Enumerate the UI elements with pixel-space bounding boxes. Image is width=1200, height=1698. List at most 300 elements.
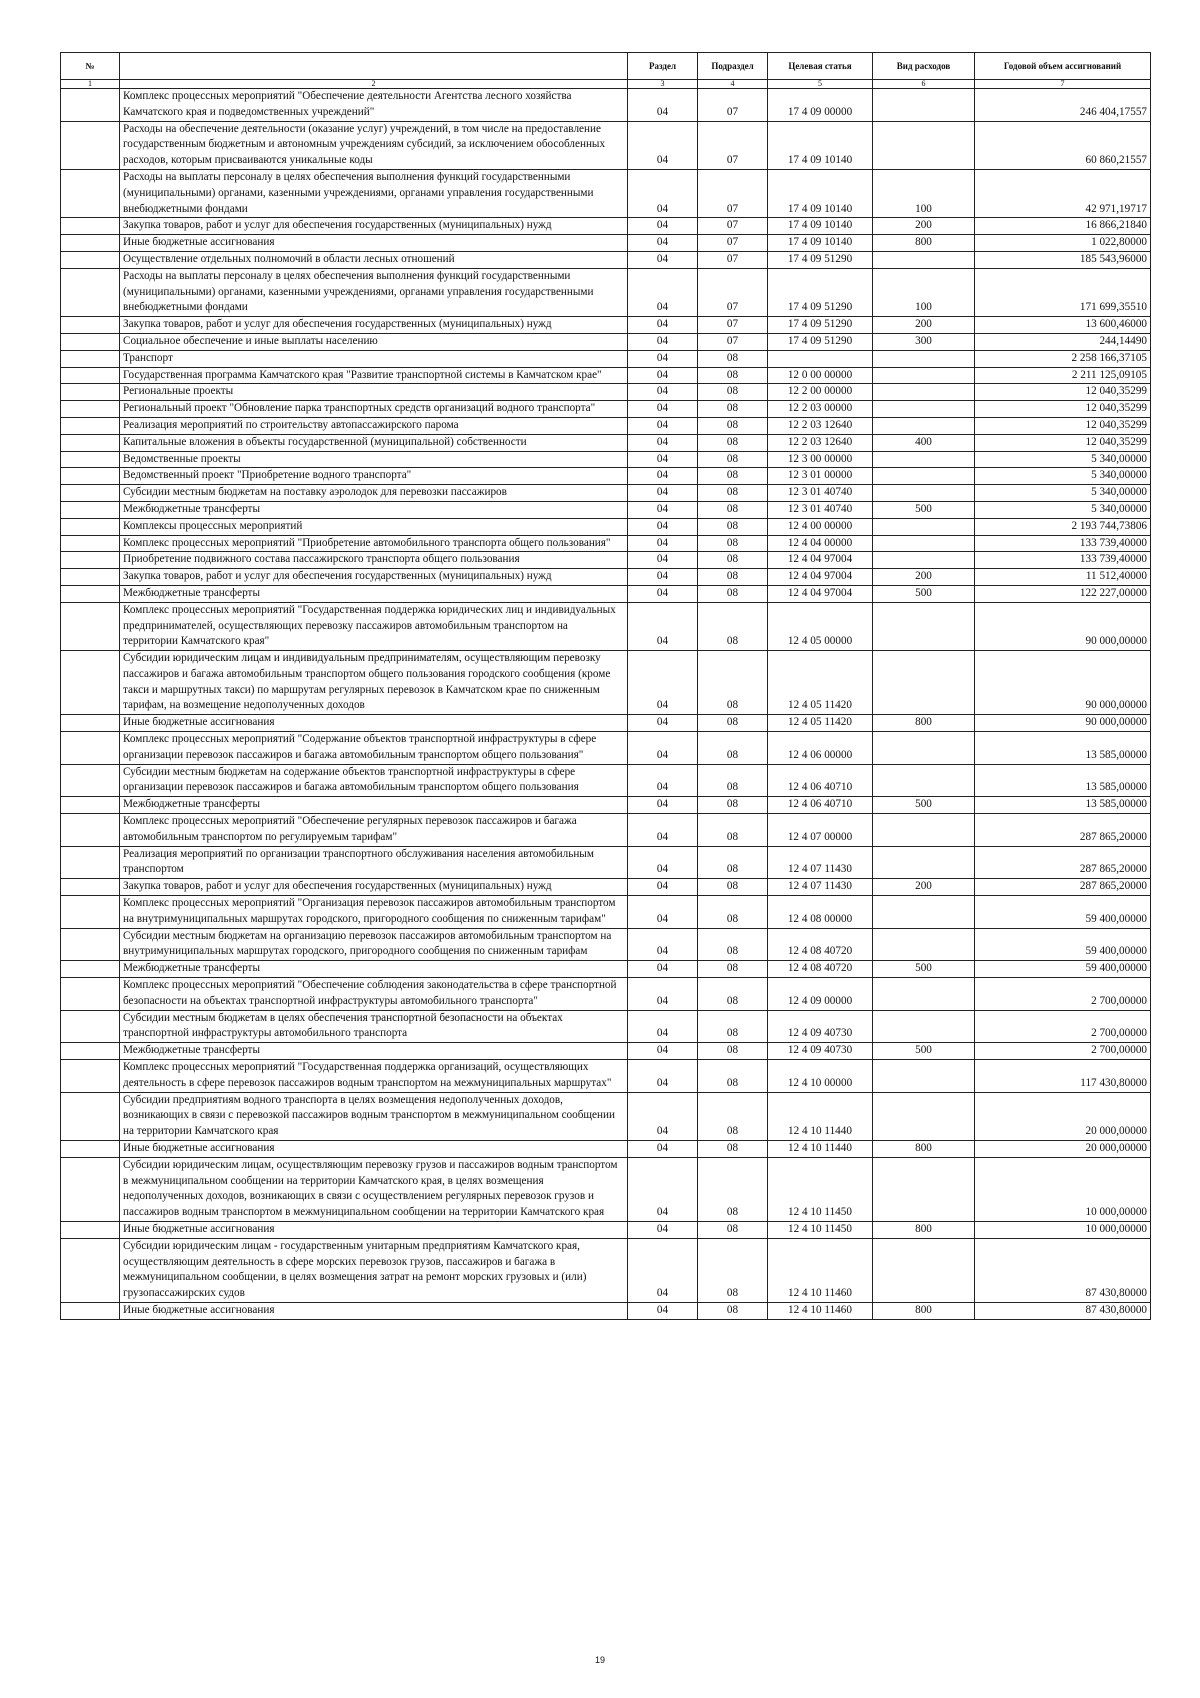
row-amount-cell: 13 585,00000	[975, 797, 1151, 814]
column-index-row	[61, 80, 1151, 89]
table-row	[61, 535, 1151, 552]
row-vid-cell: 100	[873, 169, 975, 217]
row-number-cell	[61, 518, 120, 535]
table-row	[61, 978, 1151, 1011]
row-name-cell: Комплекс процессных мероприятий "Приобретение автомобильного транспорта общего пользования"	[120, 535, 628, 552]
row-vid-cell	[873, 552, 975, 569]
row-celevaya-cell: 12 3 00 00000	[768, 451, 873, 468]
row-vid-cell	[873, 89, 975, 122]
row-name-cell: Реализация мероприятий по строительству автопассажирского парома	[120, 417, 628, 434]
row-vid-cell	[873, 121, 975, 169]
row-amount-cell: 10 000,00000	[975, 1157, 1151, 1221]
row-number-cell	[61, 169, 120, 217]
row-razdel-cell: 04	[628, 585, 698, 602]
row-vid-cell	[873, 602, 975, 650]
column-index: 1	[61, 80, 120, 89]
row-name-cell: Ведомственные проекты	[120, 451, 628, 468]
row-vid-cell	[873, 651, 975, 715]
row-name-cell: Межбюджетные трансферты	[120, 1043, 628, 1060]
row-amount-cell: 13 600,46000	[975, 317, 1151, 334]
row-name-cell: Капитальные вложения в объекты государственной (муниципальной) собственности	[120, 434, 628, 451]
row-celevaya-cell: 17 4 09 51290	[768, 268, 873, 316]
row-celevaya-cell: 17 4 09 10140	[768, 121, 873, 169]
row-razdel-cell: 04	[628, 535, 698, 552]
row-celevaya-cell: 12 4 09 00000	[768, 978, 873, 1011]
row-celevaya-cell: 12 4 10 11440	[768, 1092, 873, 1140]
row-name-cell: Субсидии юридическим лицам - государственным унитарным предприятиям Камчатского края, осуществляющим деятельность в сфере морских перевозок грузов, пассажиров и багажа в межмуниципальном сообщении, в целях возмещения затрат на ремонт морских грузовых и (или) грузопассажирских судов	[120, 1238, 628, 1302]
row-celevaya-cell: 12 4 09 40730	[768, 1010, 873, 1043]
row-celevaya-cell: 12 4 07 11430	[768, 879, 873, 896]
row-name-cell: Комплекс процессных мероприятий "Обеспечение соблюдения законодательства в сфере транспортной безопасности на объектах транспортной инфраструктуры автомобильного транспорта"	[120, 978, 628, 1011]
row-vid-cell	[873, 764, 975, 797]
row-amount-cell: 59 400,00000	[975, 961, 1151, 978]
row-celevaya-cell: 12 2 03 12640	[768, 417, 873, 434]
row-razdel-cell: 04	[628, 367, 698, 384]
row-razdel-cell: 04	[628, 1238, 698, 1302]
row-vid-cell	[873, 928, 975, 961]
row-podrazdel-cell: 08	[698, 1157, 768, 1221]
row-vid-cell	[873, 1157, 975, 1221]
row-amount-cell: 87 430,80000	[975, 1302, 1151, 1319]
row-name-cell: Иные бюджетные ассигнования	[120, 1302, 628, 1319]
header-podrazdel: Подраздел	[698, 53, 768, 80]
row-amount-cell: 2 211 125,09105	[975, 367, 1151, 384]
row-razdel-cell: 04	[628, 169, 698, 217]
row-amount-cell: 12 040,35299	[975, 401, 1151, 418]
row-celevaya-cell: 17 4 09 10140	[768, 235, 873, 252]
row-number-cell	[61, 350, 120, 367]
row-podrazdel-cell: 08	[698, 1092, 768, 1140]
row-name-cell: Субсидии юридическим лицам, осуществляющим перевозку грузов и пассажиров водным транспортом в межмуниципальном сообщении на территории Камчатского края, в целях возмещения недополученных доходов, возникающих в связи с осуществлением регулярных перевозок грузов и пассажиров водным транспортом в межмуниципальном сообщении на территории Камчатского края	[120, 1157, 628, 1221]
row-vid-cell	[873, 367, 975, 384]
row-podrazdel-cell: 07	[698, 169, 768, 217]
table-row	[61, 89, 1151, 122]
row-number-cell	[61, 1238, 120, 1302]
row-name-cell: Комплекс процессных мероприятий "Организация перевозок пассажиров автомобильным транспортом на внутримуниципальных маршрутах городского, пригородного сообщения по сниженным тарифам"	[120, 896, 628, 929]
row-amount-cell: 90 000,00000	[975, 651, 1151, 715]
row-podrazdel-cell: 07	[698, 317, 768, 334]
table-row	[61, 169, 1151, 217]
row-celevaya-cell: 12 4 04 97004	[768, 569, 873, 586]
row-razdel-cell: 04	[628, 518, 698, 535]
row-amount-cell: 246 404,17557	[975, 89, 1151, 122]
table-row	[61, 764, 1151, 797]
table-row	[61, 1043, 1151, 1060]
row-podrazdel-cell: 08	[698, 1141, 768, 1158]
row-celevaya-cell: 12 2 03 00000	[768, 401, 873, 418]
row-razdel-cell: 04	[628, 928, 698, 961]
row-amount-cell: 122 227,00000	[975, 585, 1151, 602]
header-vid: Вид расходов	[873, 53, 975, 80]
row-razdel-cell: 04	[628, 333, 698, 350]
row-podrazdel-cell: 08	[698, 451, 768, 468]
row-vid-cell: 200	[873, 218, 975, 235]
row-amount-cell: 287 865,20000	[975, 814, 1151, 847]
row-podrazdel-cell: 07	[698, 121, 768, 169]
row-podrazdel-cell: 08	[698, 350, 768, 367]
row-name-cell: Региональные проекты	[120, 384, 628, 401]
row-amount-cell: 42 971,19717	[975, 169, 1151, 217]
row-number-cell	[61, 1141, 120, 1158]
row-podrazdel-cell: 07	[698, 89, 768, 122]
row-number-cell	[61, 846, 120, 879]
row-number-cell	[61, 797, 120, 814]
row-name-cell: Субсидии местным бюджетам на содержание объектов транспортной инфраструктуры в сфере организации перевозок пассажиров и багажа автомобильным транспортом общего пользования	[120, 764, 628, 797]
row-amount-cell: 13 585,00000	[975, 732, 1151, 765]
table-row	[61, 879, 1151, 896]
row-name-cell: Субсидии местным бюджетам на поставку аэролодок для перевозки пассажиров	[120, 485, 628, 502]
row-number-cell	[61, 535, 120, 552]
row-vid-cell	[873, 978, 975, 1011]
row-number-cell	[61, 928, 120, 961]
row-podrazdel-cell: 08	[698, 602, 768, 650]
row-celevaya-cell: 12 3 01 40740	[768, 501, 873, 518]
row-razdel-cell: 04	[628, 552, 698, 569]
column-index: 2	[120, 80, 628, 89]
budget-table	[60, 52, 1151, 1320]
row-razdel-cell: 04	[628, 896, 698, 929]
row-amount-cell: 12 040,35299	[975, 434, 1151, 451]
table-header-row	[61, 53, 1151, 80]
row-number-cell	[61, 651, 120, 715]
row-celevaya-cell: 12 4 10 11460	[768, 1302, 873, 1319]
row-number-cell	[61, 814, 120, 847]
row-number-cell	[61, 1157, 120, 1221]
row-podrazdel-cell: 08	[698, 552, 768, 569]
row-celevaya-cell: 12 4 08 40720	[768, 961, 873, 978]
row-celevaya-cell: 12 4 04 00000	[768, 535, 873, 552]
row-name-cell: Межбюджетные трансферты	[120, 797, 628, 814]
table-row	[61, 401, 1151, 418]
row-amount-cell: 13 585,00000	[975, 764, 1151, 797]
row-name-cell: Государственная программа Камчатского края "Развитие транспортной системы в Камчатском крае"	[120, 367, 628, 384]
row-number-cell	[61, 1221, 120, 1238]
row-amount-cell: 11 512,40000	[975, 569, 1151, 586]
row-vid-cell	[873, 1092, 975, 1140]
row-amount-cell: 5 340,00000	[975, 468, 1151, 485]
row-celevaya-cell: 12 2 03 12640	[768, 434, 873, 451]
row-vid-cell: 400	[873, 434, 975, 451]
row-number-cell	[61, 961, 120, 978]
row-amount-cell: 16 866,21840	[975, 218, 1151, 235]
table-row	[61, 585, 1151, 602]
row-razdel-cell: 04	[628, 434, 698, 451]
row-number-cell	[61, 585, 120, 602]
row-number-cell	[61, 1092, 120, 1140]
row-number-cell	[61, 1010, 120, 1043]
table-body	[61, 89, 1151, 1320]
table-row	[61, 552, 1151, 569]
row-celevaya-cell: 12 4 04 97004	[768, 585, 873, 602]
row-number-cell	[61, 485, 120, 502]
row-number-cell	[61, 434, 120, 451]
row-celevaya-cell: 12 4 09 40730	[768, 1043, 873, 1060]
row-podrazdel-cell: 08	[698, 518, 768, 535]
row-amount-cell: 5 340,00000	[975, 501, 1151, 518]
row-razdel-cell: 04	[628, 1221, 698, 1238]
row-razdel-cell: 04	[628, 1141, 698, 1158]
table-row	[61, 1157, 1151, 1221]
row-celevaya-cell: 12 4 06 00000	[768, 732, 873, 765]
row-celevaya-cell: 12 4 04 97004	[768, 552, 873, 569]
row-name-cell: Иные бюджетные ассигнования	[120, 1221, 628, 1238]
row-razdel-cell: 04	[628, 401, 698, 418]
row-razdel-cell: 04	[628, 451, 698, 468]
row-name-cell: Межбюджетные трансферты	[120, 501, 628, 518]
row-number-cell	[61, 218, 120, 235]
table-row	[61, 350, 1151, 367]
row-podrazdel-cell: 08	[698, 501, 768, 518]
column-index: 6	[873, 80, 975, 89]
row-name-cell: Расходы на обеспечение деятельности (оказание услуг) учреждений, в том числе на предоставление государственным бюджетным и автономным учреждениям субсидий, за исключением обособленных расходов, которым присваиваются уникальные коды	[120, 121, 628, 169]
row-name-cell: Закупка товаров, работ и услуг для обеспечения государственных (муниципальных) нужд	[120, 218, 628, 235]
table-row	[61, 235, 1151, 252]
row-number-cell	[61, 1043, 120, 1060]
row-celevaya-cell: 12 4 10 11460	[768, 1238, 873, 1302]
row-amount-cell: 90 000,00000	[975, 715, 1151, 732]
row-number-cell	[61, 468, 120, 485]
row-vid-cell: 100	[873, 268, 975, 316]
row-number-cell	[61, 89, 120, 122]
row-podrazdel-cell: 08	[698, 879, 768, 896]
row-number-cell	[61, 978, 120, 1011]
row-razdel-cell: 04	[628, 846, 698, 879]
row-razdel-cell: 04	[628, 1092, 698, 1140]
row-razdel-cell: 04	[628, 1010, 698, 1043]
row-vid-cell	[873, 1238, 975, 1302]
row-razdel-cell: 04	[628, 961, 698, 978]
row-vid-cell: 200	[873, 879, 975, 896]
table-row	[61, 218, 1151, 235]
row-podrazdel-cell: 08	[698, 846, 768, 879]
table-row	[61, 367, 1151, 384]
row-name-cell: Субсидии предприятиям водного транспорта в целях возмещения недополученных доходов, возникающих в связи с перевозкой пассажиров водным транспортом в межмуниципальном сообщении на территории Камчатского края	[120, 1092, 628, 1140]
row-vid-cell: 200	[873, 569, 975, 586]
row-number-cell	[61, 569, 120, 586]
row-celevaya-cell: 12 4 10 11440	[768, 1141, 873, 1158]
row-name-cell: Приобретение подвижного состава пассажирского транспорта общего пользования	[120, 552, 628, 569]
row-celevaya-cell: 17 4 09 51290	[768, 317, 873, 334]
row-name-cell: Комплексы процессных мероприятий	[120, 518, 628, 535]
row-razdel-cell: 04	[628, 384, 698, 401]
row-name-cell: Реализация мероприятий по организации транспортного обслуживания населения автомобильным транспортом	[120, 846, 628, 879]
row-vid-cell: 500	[873, 501, 975, 518]
row-number-cell	[61, 121, 120, 169]
table-row	[61, 468, 1151, 485]
table-row	[61, 1141, 1151, 1158]
row-amount-cell: 59 400,00000	[975, 896, 1151, 929]
row-vid-cell	[873, 814, 975, 847]
table-row	[61, 121, 1151, 169]
row-razdel-cell: 04	[628, 485, 698, 502]
row-podrazdel-cell: 08	[698, 535, 768, 552]
row-vid-cell	[873, 384, 975, 401]
row-number-cell	[61, 1060, 120, 1093]
table-row	[61, 333, 1151, 350]
row-vid-cell	[873, 417, 975, 434]
header-razdel: Раздел	[628, 53, 698, 80]
row-celevaya-cell: 12 4 05 11420	[768, 651, 873, 715]
row-vid-cell: 800	[873, 1141, 975, 1158]
row-amount-cell: 5 340,00000	[975, 451, 1151, 468]
row-razdel-cell: 04	[628, 797, 698, 814]
row-name-cell: Закупка товаров, работ и услуг для обеспечения государственных (муниципальных) нужд	[120, 879, 628, 896]
table-row	[61, 896, 1151, 929]
row-amount-cell: 20 000,00000	[975, 1092, 1151, 1140]
row-podrazdel-cell: 08	[698, 732, 768, 765]
row-podrazdel-cell: 08	[698, 814, 768, 847]
row-podrazdel-cell: 08	[698, 468, 768, 485]
row-razdel-cell: 04	[628, 764, 698, 797]
row-razdel-cell: 04	[628, 317, 698, 334]
column-index: 5	[768, 80, 873, 89]
row-podrazdel-cell: 08	[698, 384, 768, 401]
row-amount-cell: 185 543,96000	[975, 251, 1151, 268]
row-name-cell: Комплекс процессных мероприятий "Государственная поддержка организаций, осуществляющих деятельность в сфере перевозок пассажиров водным транспортом на межмуниципальных маршрутах"	[120, 1060, 628, 1093]
row-podrazdel-cell: 08	[698, 1238, 768, 1302]
row-podrazdel-cell: 08	[698, 1302, 768, 1319]
row-vid-cell	[873, 846, 975, 879]
row-number-cell	[61, 715, 120, 732]
row-vid-cell: 800	[873, 1221, 975, 1238]
row-name-cell: Ведомственный проект "Приобретение водного транспорта"	[120, 468, 628, 485]
row-razdel-cell: 04	[628, 268, 698, 316]
table-row	[61, 1060, 1151, 1093]
row-amount-cell: 2 700,00000	[975, 1010, 1151, 1043]
row-podrazdel-cell: 07	[698, 251, 768, 268]
row-podrazdel-cell: 08	[698, 978, 768, 1011]
row-number-cell	[61, 879, 120, 896]
row-razdel-cell: 04	[628, 218, 698, 235]
row-podrazdel-cell: 08	[698, 434, 768, 451]
row-amount-cell: 2 700,00000	[975, 978, 1151, 1011]
row-podrazdel-cell: 08	[698, 1043, 768, 1060]
row-amount-cell: 2 258 166,37105	[975, 350, 1151, 367]
row-vid-cell	[873, 732, 975, 765]
table-row	[61, 518, 1151, 535]
row-razdel-cell: 04	[628, 1060, 698, 1093]
table-row	[61, 501, 1151, 518]
row-celevaya-cell: 12 4 10 11450	[768, 1157, 873, 1221]
row-amount-cell: 12 040,35299	[975, 384, 1151, 401]
row-vid-cell	[873, 896, 975, 929]
row-name-cell: Комплекс процессных мероприятий "Обеспечение деятельности Агентства лесного хозяйства Камчатского края и подведомственных учреждений"	[120, 89, 628, 122]
row-name-cell: Иные бюджетные ассигнования	[120, 235, 628, 252]
row-podrazdel-cell: 08	[698, 367, 768, 384]
row-vid-cell	[873, 535, 975, 552]
table-row	[61, 384, 1151, 401]
row-amount-cell: 117 430,80000	[975, 1060, 1151, 1093]
row-number-cell	[61, 896, 120, 929]
table-row	[61, 317, 1151, 334]
row-podrazdel-cell: 08	[698, 485, 768, 502]
row-name-cell: Субсидии юридическим лицам и индивидуальным предпринимателям, осуществляющим перевозку пассажиров и багажа автомобильным транспортом общего пользования городского сообщения (кроме такси и маршрутных такси) по маршрутам регулярных перевозок в Камчатском крае по сниженным тарифам, на возмещение недополученных доходов	[120, 651, 628, 715]
row-podrazdel-cell: 08	[698, 896, 768, 929]
row-number-cell	[61, 268, 120, 316]
row-number-cell	[61, 1302, 120, 1319]
header-num: №	[61, 53, 120, 80]
column-index: 7	[975, 80, 1151, 89]
row-vid-cell: 500	[873, 797, 975, 814]
row-celevaya-cell: 12 4 06 40710	[768, 797, 873, 814]
table-row	[61, 928, 1151, 961]
row-podrazdel-cell: 07	[698, 218, 768, 235]
row-name-cell: Комплекс процессных мероприятий "Государственная поддержка юридических лиц и индивидуальных предпринимателей, осуществляющих перевозку пассажиров автомобильным транспортом на территории Камчатского края"	[120, 602, 628, 650]
row-razdel-cell: 04	[628, 978, 698, 1011]
row-amount-cell: 87 430,80000	[975, 1238, 1151, 1302]
row-name-cell: Расходы на выплаты персоналу в целях обеспечения выполнения функций государственными (муниципальными) органами, казенными учреждениями, органами управления государственными внебюджетными фондами	[120, 169, 628, 217]
row-celevaya-cell: 12 4 00 00000	[768, 518, 873, 535]
table-row	[61, 846, 1151, 879]
row-number-cell	[61, 333, 120, 350]
header-volume: Годовой объем ассигнований	[975, 53, 1151, 80]
row-number-cell	[61, 417, 120, 434]
row-vid-cell	[873, 401, 975, 418]
row-name-cell: Расходы на выплаты персоналу в целях обеспечения выполнения функций государственными (муниципальными) органами, казенными учреждениями, органами управления государственными внебюджетными фондами	[120, 268, 628, 316]
row-podrazdel-cell: 07	[698, 268, 768, 316]
row-podrazdel-cell: 08	[698, 585, 768, 602]
row-razdel-cell: 04	[628, 350, 698, 367]
row-number-cell	[61, 384, 120, 401]
row-razdel-cell: 04	[628, 569, 698, 586]
row-vid-cell: 800	[873, 715, 975, 732]
row-number-cell	[61, 732, 120, 765]
column-index: 3	[628, 80, 698, 89]
row-vid-cell	[873, 1010, 975, 1043]
row-number-cell	[61, 602, 120, 650]
row-name-cell: Комплекс процессных мероприятий "Содержание объектов транспортной инфраструктуры в сфере организации перевозок пассажиров и багажа автомобильным транспортом общего пользования"	[120, 732, 628, 765]
row-celevaya-cell: 17 4 09 10140	[768, 218, 873, 235]
table-row	[61, 485, 1151, 502]
row-razdel-cell: 04	[628, 235, 698, 252]
row-amount-cell: 2 700,00000	[975, 1043, 1151, 1060]
row-number-cell	[61, 552, 120, 569]
row-vid-cell: 500	[873, 585, 975, 602]
row-vid-cell: 300	[873, 333, 975, 350]
row-number-cell	[61, 764, 120, 797]
row-celevaya-cell: 12 3 01 00000	[768, 468, 873, 485]
row-celevaya-cell: 12 4 10 00000	[768, 1060, 873, 1093]
row-vid-cell	[873, 518, 975, 535]
row-name-cell: Социальное обеспечение и иные выплаты населению	[120, 333, 628, 350]
row-celevaya-cell: 12 4 07 00000	[768, 814, 873, 847]
row-podrazdel-cell: 08	[698, 797, 768, 814]
row-razdel-cell: 04	[628, 1157, 698, 1221]
table-row	[61, 268, 1151, 316]
row-vid-cell	[873, 251, 975, 268]
row-number-cell	[61, 367, 120, 384]
row-razdel-cell: 04	[628, 879, 698, 896]
row-podrazdel-cell: 07	[698, 235, 768, 252]
row-name-cell: Осуществление отдельных полномочий в области лесных отношений	[120, 251, 628, 268]
row-amount-cell: 1 022,80000	[975, 235, 1151, 252]
row-podrazdel-cell: 08	[698, 764, 768, 797]
row-celevaya-cell: 12 2 00 00000	[768, 384, 873, 401]
row-amount-cell: 244,14490	[975, 333, 1151, 350]
row-name-cell: Региональный проект "Обновление парка транспортных средств организаций водного транспорта"	[120, 401, 628, 418]
row-amount-cell: 10 000,00000	[975, 1221, 1151, 1238]
row-razdel-cell: 04	[628, 251, 698, 268]
row-celevaya-cell: 12 3 01 40740	[768, 485, 873, 502]
row-name-cell: Межбюджетные трансферты	[120, 585, 628, 602]
row-vid-cell	[873, 485, 975, 502]
row-razdel-cell: 04	[628, 89, 698, 122]
row-vid-cell	[873, 1060, 975, 1093]
row-amount-cell: 5 340,00000	[975, 485, 1151, 502]
row-name-cell: Субсидии местным бюджетам на организацию перевозок пассажиров автомобильным транспортом на внутримуниципальных маршрутах городского, пригородного сообщения по сниженным тарифам	[120, 928, 628, 961]
row-podrazdel-cell: 08	[698, 651, 768, 715]
row-number-cell	[61, 251, 120, 268]
